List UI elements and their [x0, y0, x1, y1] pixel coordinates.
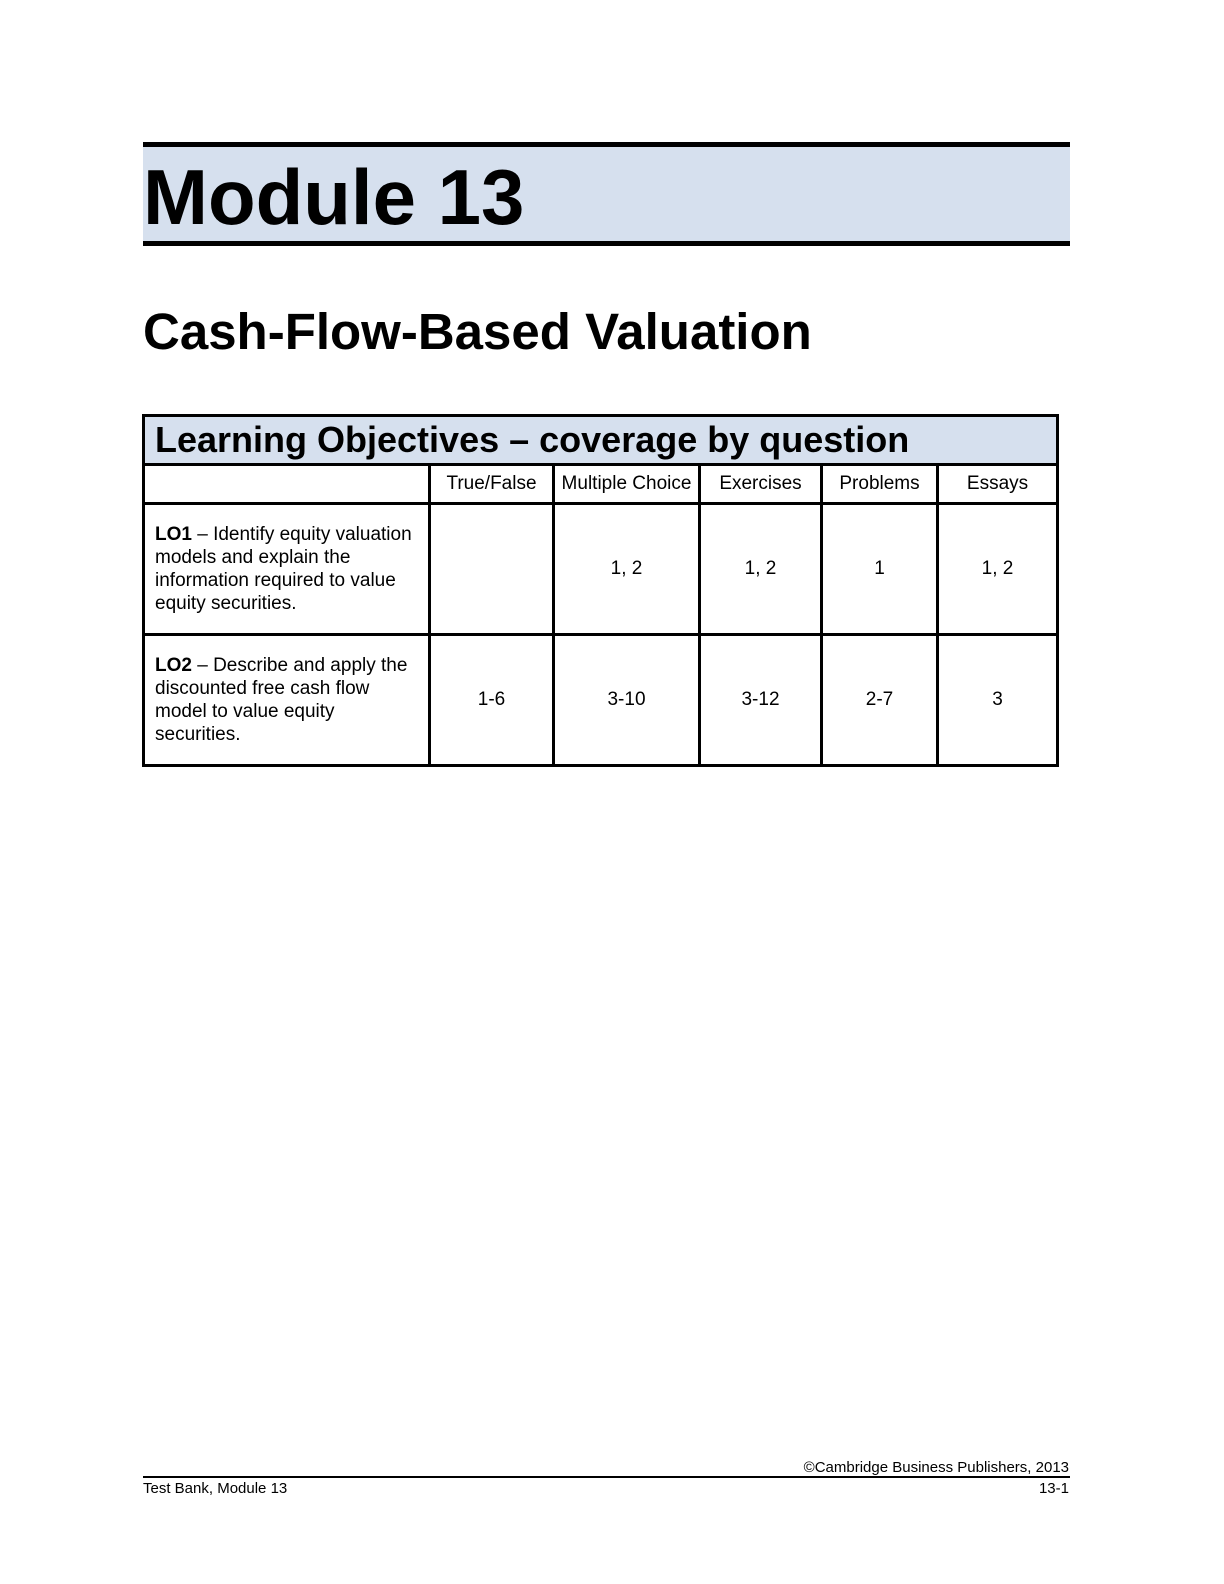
table-row-lo2 [144, 635, 1058, 766]
cell-lo1-essays: 1, 2 [938, 504, 1058, 635]
footer-copyright: ©Cambridge Business Publishers, 2013 [803, 1459, 1069, 1476]
cell-lo2-true-false: 1-6 [430, 635, 554, 766]
module-title: Module 13 [143, 153, 525, 241]
objective-text-lo1: – Identify equity valuation models and explain the information required to value equity securities. [155, 524, 412, 614]
cell-lo1-problems: 1 [822, 504, 938, 635]
table-caption: Learning Objectives – coverage by question [144, 416, 1058, 465]
column-header-exercises: Exercises [700, 465, 822, 504]
cell-lo2-problems: 2-7 [822, 635, 938, 766]
cell-lo2-essays: 3 [938, 635, 1058, 766]
cell-lo1-multiple-choice: 1, 2 [554, 504, 700, 635]
cell-lo2-exercises: 3-12 [700, 635, 822, 766]
column-header-multiple-choice: Multiple Choice [554, 465, 700, 504]
table-caption-row [144, 416, 1058, 465]
page-number: 13-1 [1038, 1480, 1069, 1497]
footer-divider [143, 1476, 1070, 1478]
objective-code-lo1: LO1 [155, 524, 192, 545]
footer-source: Test Bank, Module 13 [143, 1480, 288, 1497]
column-header-true-false: True/False [430, 465, 554, 504]
learning-objectives-table [142, 414, 1059, 767]
table-header-row [144, 465, 1058, 504]
table-row-lo1 [144, 504, 1058, 635]
column-header-problems: Problems [822, 465, 938, 504]
objective-description-lo2 [144, 635, 430, 766]
column-header-objective [144, 465, 430, 504]
module-subtitle: Cash-Flow-Based Valuation [143, 303, 812, 360]
cell-lo2-multiple-choice: 3-10 [554, 635, 700, 766]
objective-code-lo2: LO2 [155, 655, 192, 676]
objective-text-lo2: – Describe and apply the discounted free cash flow model to value equity securities. [155, 655, 408, 745]
module-banner [143, 142, 1070, 246]
objective-description-lo1 [144, 504, 430, 635]
cell-lo1-true-false [430, 504, 554, 635]
cell-lo1-exercises: 1, 2 [700, 504, 822, 635]
column-header-essays: Essays [938, 465, 1058, 504]
